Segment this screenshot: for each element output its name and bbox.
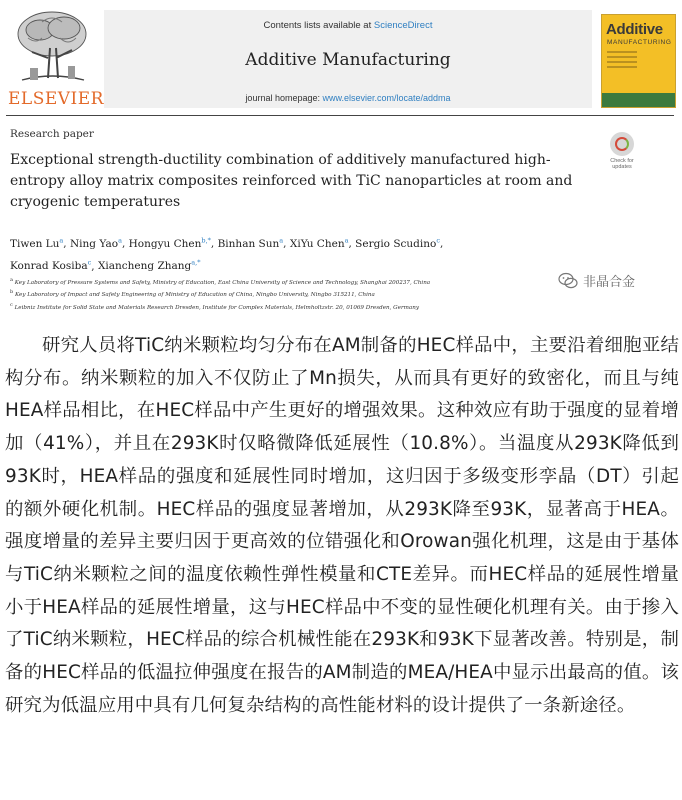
author[interactable]: Ning Yao$^a$ <box>69 236 122 250</box>
author[interactable]: Tiwen Lu$^a$ <box>10 236 64 250</box>
cover-bar <box>602 93 675 107</box>
journal-header <box>0 0 682 112</box>
cover-title: Additive <box>606 21 663 38</box>
check-for-updates-button[interactable] <box>604 132 640 172</box>
author[interactable]: Konrad Kosiba$^c$ <box>10 258 92 272</box>
journal-info-box <box>104 10 592 108</box>
author[interactable]: Sergio Scudino$^c$ <box>355 236 440 250</box>
journal-name: Additive Manufacturing <box>245 50 451 70</box>
author[interactable]: Binhan Sun$^a$ <box>217 236 284 250</box>
homepage-link[interactable]: www.elsevier.com/locate/addma <box>322 93 451 103</box>
affiliation: $^b$ Key Laboratory of Impact and Safety Engineering of Ministry of Education of China, Ningbo University, Ningbo 315211, China <box>10 289 375 299</box>
cover-subtitle: MANUFACTURING <box>607 39 672 46</box>
body-paragraph: 研究人员将TiC纳米颗粒均匀分布在AM制备的HEC样品中，主要沿着细胞亚结构分布。纳米颗粒的加入不仅防止了Mn损失，从而具有更好的致密化，而且与纯HEA样品相比，在HEC样品中产生更好的增强效果。这种效应有助于强度的显着增加（41%），并且在293K时仅略微降低延展性（10.8%）。当温度从293K降低到93K时，HEA样品的强度和延展性同时增加，这归因于多级变形孪晶（DT）引起的额外硬化机制。HEC样品的强度显著增加，从293K降至93K，显著高于HEA。强度增量的差异主要归因于更高效的位错强化和Orowan强化机理，这是由于基体与TiC纳米颗粒之间的温度依赖性弹性模量和CTE差异。而HEC样品的延展性增量小于HEA样品的延展性增量，这与HEC样品中不变的显性硬化机理有关。由于掺入了TiC纳米颗粒，HEC样品的综合机械性能在293K和93K下显著改善。特别是，制备的HEC样品的低温拉伸强度在报告的AM制造的MEA/HEA中显示出最高的值。该研究为低温应用中具有几何复杂结构的高性能材料的设计提供了一条新途径。 <box>5 335 679 716</box>
wechat-watermark <box>558 271 635 290</box>
header-divider <box>6 115 674 116</box>
affiliation-list <box>10 276 550 313</box>
publisher-name: ELSEVIER <box>8 89 104 109</box>
watermark-text: 非晶合金 <box>583 275 636 290</box>
article-type: Research paper <box>10 128 94 140</box>
check-updates-icon <box>610 132 634 156</box>
check-updates-label: Check for updates <box>610 158 634 170</box>
homepage-line <box>104 93 592 103</box>
sciencedirect-link[interactable]: ScienceDirect <box>373 20 433 31</box>
contents-prefix: Contents lists available at <box>263 20 374 31</box>
wechat-icon <box>558 272 578 290</box>
article-title: Exceptional strength-ductility combination of additively manufactured high-entropy alloy matrix composites reinforced with TiC nanoparticles at room and cryogenic temperatures <box>10 152 573 210</box>
affiliation: $^a$ Key Laboratory of Pressure Systems and Safety, Ministry of Education, East China University of Science and Technology, Shanghai 200237, China <box>10 277 431 286</box>
author[interactable]: Hongyu Chen$^{b,*}$ <box>128 236 211 250</box>
author-list: Tiwen Lu$^a$, Ning Yao$^a$, Hongyu Chen$^{b,*}$, Binhan Sun$^a$, XiYu Chen$^a$, Sergio Scudino$^c$, Konrad Kosiba$^c$, Xiancheng Zhang$^{a,*}$ <box>10 236 444 272</box>
elsevier-logo[interactable] <box>6 8 104 110</box>
cover-decoration <box>607 51 637 71</box>
affiliation: $^c$ Leibniz Institute for Solid State and Materials Research Dresden, Institute for Complex Materials, Helmholtzstr. 20, 01069 Dresden, Germany <box>10 301 420 311</box>
author[interactable]: XiYu Chen$^a$ <box>289 236 349 250</box>
journal-cover[interactable] <box>601 14 676 108</box>
homepage-prefix: journal homepage: <box>245 93 323 103</box>
author[interactable]: Xiancheng Zhang$^{a,*}$ <box>97 258 201 272</box>
tree-icon <box>12 8 92 86</box>
contents-line <box>104 20 592 31</box>
